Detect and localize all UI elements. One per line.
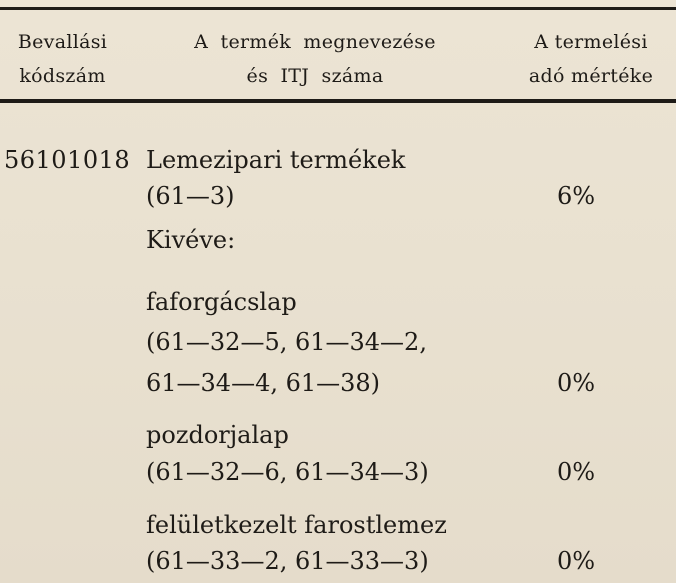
header-rate-line2: adó mértéke [528,65,654,87]
top-rule [0,7,676,10]
header-code-line2: kódszám [19,65,106,87]
header-code-column [0,25,125,93]
entry-itj: (61—3) [146,182,235,210]
entry-code: 56101018 [4,146,131,174]
header-name-line1: A termék megnevezése [194,31,436,53]
exception-rate: 0% [557,369,596,397]
exception-itj-line2: 61—34—4, 61—38) [146,369,381,397]
header-rate-line1: A termelési [534,31,648,53]
except-label: Kivéve: [146,226,236,254]
exception-itj-line1: (61—32—6, 61—34—3) [146,458,429,486]
exception-name: felületkezelt farostlemez [146,511,447,539]
exception-itj-line1: (61—32—5, 61—34—2, [146,328,427,356]
exception-name: pozdorjalap [146,421,289,449]
header-name-column [150,25,480,93]
header-code-line1: Bevallási [17,31,108,53]
exception-rate: 0% [557,458,596,486]
header-rule [0,99,676,103]
header-rate-column [508,25,674,93]
exception-name: faforgácslap [146,288,297,316]
exception-rate: 0% [557,547,596,575]
entry-rate: 6% [557,182,596,210]
header-name-line2: és ITJ száma [246,65,384,87]
entry-title: Lemezipari termékek [146,146,406,174]
exception-itj-line1: (61—33—2, 61—33—3) [146,547,429,575]
